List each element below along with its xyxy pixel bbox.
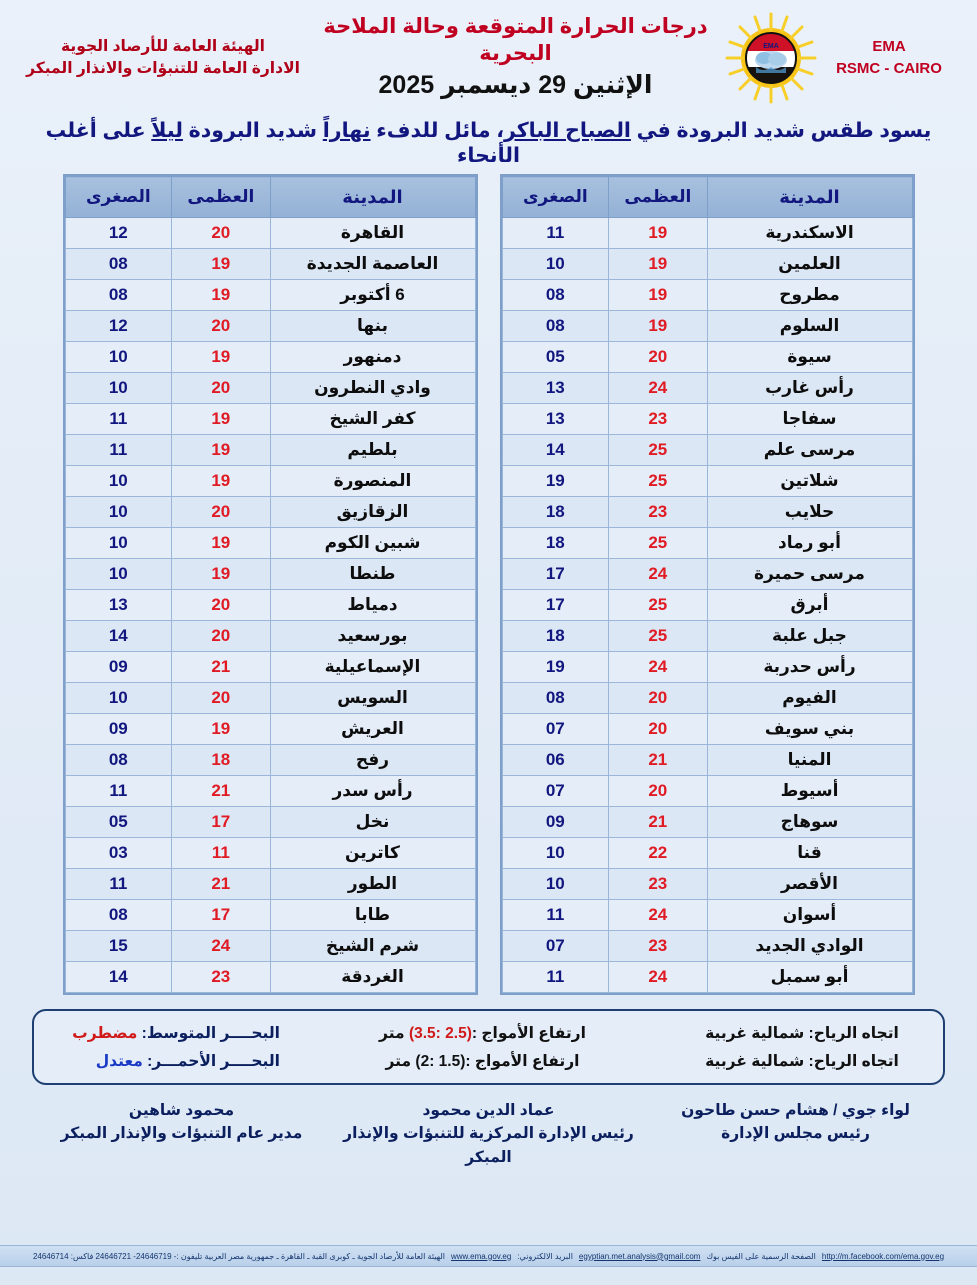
table-row bbox=[502, 962, 912, 993]
mediterranean-sea-state bbox=[50, 1024, 288, 1043]
max-temperature: 19 bbox=[172, 249, 270, 280]
table-row bbox=[502, 652, 912, 683]
header-city: المدينة bbox=[270, 177, 475, 218]
city-name: بلطيم bbox=[270, 435, 475, 466]
table-row bbox=[65, 435, 475, 466]
max-temperature: 24 bbox=[609, 962, 707, 993]
temperature-tables bbox=[0, 174, 977, 995]
max-temperature: 21 bbox=[609, 807, 707, 838]
city-name: مرسى حميرة bbox=[707, 559, 912, 590]
footer-facebook-link[interactable]: http://m.facebook.com/ema.gov.eg bbox=[821, 1251, 945, 1261]
min-temperature: 08 bbox=[65, 249, 172, 280]
min-temperature: 11 bbox=[502, 900, 609, 931]
sea-state-value: مضطرب bbox=[72, 1024, 138, 1042]
max-temperature: 20 bbox=[172, 497, 270, 528]
table-row bbox=[65, 466, 475, 497]
page-title bbox=[312, 13, 719, 103]
max-temperature: 20 bbox=[172, 621, 270, 652]
min-temperature: 11 bbox=[65, 435, 172, 466]
min-temperature: 08 bbox=[65, 900, 172, 931]
city-name: أبو رماد bbox=[707, 528, 912, 559]
max-temperature: 18 bbox=[172, 745, 270, 776]
summary-part-3: شديد البرودة bbox=[182, 119, 323, 142]
max-temperature: 25 bbox=[609, 466, 707, 497]
wind-direction-value: شمالية غربية bbox=[705, 1024, 805, 1042]
ema-rsmc-label bbox=[819, 36, 959, 81]
city-name: العاصمة الجديدة bbox=[270, 249, 475, 280]
header-min: الصغرى bbox=[502, 177, 609, 218]
table-row bbox=[502, 714, 912, 745]
wind-label: اتجاه الرياح: bbox=[808, 1024, 899, 1042]
min-temperature: 13 bbox=[502, 373, 609, 404]
min-temperature: 08 bbox=[502, 683, 609, 714]
marine-conditions-box bbox=[32, 1009, 945, 1085]
min-temperature: 11 bbox=[502, 962, 609, 993]
city-name: السلوم bbox=[707, 311, 912, 342]
min-temperature: 03 bbox=[65, 838, 172, 869]
city-name: بني سويف bbox=[707, 714, 912, 745]
signature-entry bbox=[28, 1099, 335, 1169]
table-row bbox=[502, 311, 912, 342]
signature-entry bbox=[642, 1099, 949, 1169]
city-name: وادي النطرون bbox=[270, 373, 475, 404]
table-row bbox=[502, 900, 912, 931]
wind-direction-value: شمالية غربية bbox=[705, 1052, 805, 1070]
table-row bbox=[65, 931, 475, 962]
table-row bbox=[502, 838, 912, 869]
city-name: رأس غارب bbox=[707, 373, 912, 404]
organization-name bbox=[18, 36, 308, 81]
city-name: كفر الشيخ bbox=[270, 404, 475, 435]
max-temperature: 20 bbox=[172, 218, 270, 249]
max-temperature: 23 bbox=[609, 869, 707, 900]
city-name: دمياط bbox=[270, 590, 475, 621]
table-row bbox=[502, 466, 912, 497]
city-name: جبل علبة bbox=[707, 621, 912, 652]
red-sea-wave-height bbox=[288, 1052, 677, 1071]
city-name: بورسعيد bbox=[270, 621, 475, 652]
signatory-role: رئيس مجلس الإدارة bbox=[721, 1125, 870, 1143]
min-temperature: 10 bbox=[65, 373, 172, 404]
min-temperature: 07 bbox=[502, 931, 609, 962]
table-row bbox=[65, 962, 475, 993]
city-name: رفح bbox=[270, 745, 475, 776]
wave-range: (2.5 :3.5) bbox=[408, 1024, 472, 1042]
header-max: العظمى bbox=[172, 177, 270, 218]
max-temperature: 20 bbox=[609, 342, 707, 373]
city-name: أبرق bbox=[707, 590, 912, 621]
table-row bbox=[502, 807, 912, 838]
min-temperature: 09 bbox=[65, 714, 172, 745]
city-name: قنا bbox=[707, 838, 912, 869]
table-row bbox=[502, 249, 912, 280]
wave-unit: متر bbox=[385, 1052, 412, 1070]
max-temperature: 24 bbox=[609, 373, 707, 404]
footer-email-link[interactable]: egyptian.met.analysis@gmail.com bbox=[578, 1251, 701, 1261]
table-row bbox=[502, 776, 912, 807]
city-name: العريش bbox=[270, 714, 475, 745]
min-temperature: 10 bbox=[65, 466, 172, 497]
min-temperature: 18 bbox=[502, 528, 609, 559]
max-temperature: 22 bbox=[609, 838, 707, 869]
min-temperature: 18 bbox=[502, 497, 609, 528]
table-row bbox=[65, 683, 475, 714]
marine-row bbox=[50, 1019, 927, 1047]
weather-summary bbox=[0, 110, 977, 174]
max-temperature: 20 bbox=[609, 776, 707, 807]
table-row bbox=[502, 931, 912, 962]
city-name: نخل bbox=[270, 807, 475, 838]
table-row bbox=[502, 404, 912, 435]
table-row bbox=[65, 590, 475, 621]
max-temperature: 11 bbox=[172, 838, 270, 869]
mediterranean-wave-height bbox=[288, 1024, 677, 1043]
footer-website-link[interactable]: www.ema.gov.eg bbox=[451, 1251, 512, 1261]
table-row bbox=[65, 280, 475, 311]
signatory-name: محمود شاهين bbox=[128, 1102, 235, 1119]
min-temperature: 10 bbox=[65, 528, 172, 559]
city-name: أبو سمبل bbox=[707, 962, 912, 993]
svg-text:EMA: EMA bbox=[763, 43, 779, 50]
table-row bbox=[65, 311, 475, 342]
max-temperature: 17 bbox=[172, 900, 270, 931]
summary-underline-3: ليلاً bbox=[151, 119, 183, 142]
city-name: دمنهور bbox=[270, 342, 475, 373]
min-temperature: 14 bbox=[65, 962, 172, 993]
table-row bbox=[502, 559, 912, 590]
min-temperature: 08 bbox=[502, 311, 609, 342]
max-temperature: 20 bbox=[172, 373, 270, 404]
title-main: درجات الحرارة المتوقعة وحالة الملاحة البحرية bbox=[323, 14, 708, 66]
table-row bbox=[65, 621, 475, 652]
header-city: المدينة bbox=[707, 177, 912, 218]
header-max: العظمى bbox=[609, 177, 707, 218]
city-name: العلمين bbox=[707, 249, 912, 280]
table-row bbox=[65, 342, 475, 373]
city-name: المنيا bbox=[707, 745, 912, 776]
min-temperature: 11 bbox=[65, 869, 172, 900]
min-temperature: 18 bbox=[502, 621, 609, 652]
city-name: شلاتين bbox=[707, 466, 912, 497]
ema-sun-cloud-logo bbox=[723, 10, 819, 106]
table-header-row bbox=[65, 177, 475, 218]
min-temperature: 05 bbox=[65, 807, 172, 838]
max-temperature: 19 bbox=[172, 714, 270, 745]
table-row bbox=[65, 745, 475, 776]
sea-state-value: معتدل bbox=[95, 1052, 143, 1070]
min-temperature: 10 bbox=[65, 342, 172, 373]
min-temperature: 12 bbox=[65, 218, 172, 249]
table-row bbox=[65, 714, 475, 745]
city-name: الفيوم bbox=[707, 683, 912, 714]
table-row bbox=[65, 528, 475, 559]
max-temperature: 19 bbox=[609, 311, 707, 342]
city-name: السويس bbox=[270, 683, 475, 714]
city-name: المنصورة bbox=[270, 466, 475, 497]
signatory-name: لواء جوي / هشام حسن طاحون bbox=[681, 1102, 910, 1119]
wave-label: ارتفاع الأمواج : bbox=[465, 1052, 580, 1070]
min-temperature: 08 bbox=[65, 745, 172, 776]
max-temperature: 24 bbox=[609, 900, 707, 931]
mediterranean-wind-direction bbox=[677, 1024, 927, 1043]
right-temperature-table bbox=[63, 174, 478, 995]
city-name: طنطا bbox=[270, 559, 475, 590]
table-row bbox=[65, 373, 475, 404]
summary-underline-2: نهاراً bbox=[322, 119, 371, 142]
city-name: الطور bbox=[270, 869, 475, 900]
signatory-role: رئيس الإدارة المركزية للتنبؤات والإنذار المبكر bbox=[343, 1125, 634, 1166]
footer-email-label: البريد الالكتروني: bbox=[517, 1251, 573, 1261]
min-temperature: 10 bbox=[502, 838, 609, 869]
max-temperature: 19 bbox=[172, 528, 270, 559]
sea-label: البحــــر المتوسط: bbox=[141, 1024, 280, 1042]
table-row bbox=[65, 838, 475, 869]
city-name: الوادي الجديد bbox=[707, 931, 912, 962]
max-temperature: 21 bbox=[172, 869, 270, 900]
min-temperature: 08 bbox=[502, 280, 609, 311]
city-name: سفاجا bbox=[707, 404, 912, 435]
min-temperature: 08 bbox=[65, 280, 172, 311]
city-name: أسوان bbox=[707, 900, 912, 931]
min-temperature: 11 bbox=[502, 218, 609, 249]
city-name: رأس سدر bbox=[270, 776, 475, 807]
org-line-2: الادارة العامة للتنبؤات والانذار المبكر bbox=[26, 60, 300, 77]
signature-entry bbox=[335, 1099, 642, 1169]
contact-footer-bar bbox=[0, 1245, 977, 1267]
min-temperature: 11 bbox=[65, 404, 172, 435]
max-temperature: 20 bbox=[609, 683, 707, 714]
max-temperature: 17 bbox=[172, 807, 270, 838]
table-header-row bbox=[502, 177, 912, 218]
max-temperature: 19 bbox=[172, 435, 270, 466]
signature-block bbox=[0, 1085, 977, 1169]
left-temperature-table bbox=[500, 174, 915, 995]
max-temperature: 19 bbox=[609, 249, 707, 280]
max-temperature: 24 bbox=[172, 931, 270, 962]
max-temperature: 20 bbox=[172, 311, 270, 342]
max-temperature: 19 bbox=[172, 342, 270, 373]
table-row bbox=[502, 528, 912, 559]
max-temperature: 21 bbox=[172, 652, 270, 683]
city-name: شبين الكوم bbox=[270, 528, 475, 559]
ema-abbr: EMA bbox=[872, 37, 906, 55]
city-name: مرسى علم bbox=[707, 435, 912, 466]
table-row bbox=[65, 807, 475, 838]
min-temperature: 12 bbox=[65, 311, 172, 342]
city-name: شرم الشيخ bbox=[270, 931, 475, 962]
summary-part-1: يسود طقس شديد البرودة في bbox=[630, 119, 932, 142]
wave-range: (1.5 :2) bbox=[415, 1052, 466, 1070]
city-name: بنها bbox=[270, 311, 475, 342]
page-header bbox=[0, 0, 977, 110]
min-temperature: 07 bbox=[502, 714, 609, 745]
min-temperature: 10 bbox=[502, 249, 609, 280]
city-name: 6 أكتوبر bbox=[270, 280, 475, 311]
table-row bbox=[502, 280, 912, 311]
min-temperature: 06 bbox=[502, 745, 609, 776]
city-name: رأس حدربة bbox=[707, 652, 912, 683]
max-temperature: 19 bbox=[172, 404, 270, 435]
max-temperature: 23 bbox=[609, 404, 707, 435]
city-name: مطروح bbox=[707, 280, 912, 311]
city-name: الإسماعيلية bbox=[270, 652, 475, 683]
wave-label: ارتفاع الأمواج : bbox=[471, 1024, 586, 1042]
org-line-1: الهيئة العامة للأرصاد الجوية bbox=[61, 37, 265, 55]
table-row bbox=[502, 497, 912, 528]
min-temperature: 19 bbox=[502, 466, 609, 497]
footer-address: الهيئة العامة للأرصاد الجوية ـ كوبرى القبة ـ القاهرة ـ جمهورية مصر العربية تليفون :- 24646719- 24646721 فاكس: 24646714 bbox=[32, 1251, 445, 1261]
table-row bbox=[65, 559, 475, 590]
footer-facebook-label: الصفحة الرسمية على الفيس بوك bbox=[706, 1251, 816, 1261]
max-temperature: 25 bbox=[609, 621, 707, 652]
max-temperature: 23 bbox=[609, 497, 707, 528]
min-temperature: 07 bbox=[502, 776, 609, 807]
min-temperature: 17 bbox=[502, 559, 609, 590]
table-row bbox=[65, 218, 475, 249]
table-row bbox=[65, 869, 475, 900]
max-temperature: 25 bbox=[609, 435, 707, 466]
table-row bbox=[502, 342, 912, 373]
max-temperature: 20 bbox=[172, 590, 270, 621]
city-name: حلايب bbox=[707, 497, 912, 528]
table-row bbox=[502, 683, 912, 714]
city-name: الزقازيق bbox=[270, 497, 475, 528]
max-temperature: 23 bbox=[172, 962, 270, 993]
max-temperature: 20 bbox=[609, 714, 707, 745]
rsmc-cairo: RSMC - CAIRO bbox=[836, 60, 942, 77]
max-temperature: 19 bbox=[172, 280, 270, 311]
max-temperature: 19 bbox=[609, 218, 707, 249]
max-temperature: 23 bbox=[609, 931, 707, 962]
signatory-role: مدير عام التنبؤات والإنذار المبكر bbox=[60, 1125, 303, 1143]
min-temperature: 10 bbox=[65, 683, 172, 714]
city-name: سوهاج bbox=[707, 807, 912, 838]
min-temperature: 09 bbox=[65, 652, 172, 683]
min-temperature: 10 bbox=[65, 497, 172, 528]
max-temperature: 25 bbox=[609, 590, 707, 621]
min-temperature: 11 bbox=[65, 776, 172, 807]
max-temperature: 19 bbox=[172, 559, 270, 590]
min-temperature: 14 bbox=[502, 435, 609, 466]
max-temperature: 24 bbox=[609, 559, 707, 590]
table-row bbox=[65, 776, 475, 807]
table-row bbox=[502, 869, 912, 900]
red-sea-state bbox=[50, 1052, 288, 1071]
city-name: الأقصر bbox=[707, 869, 912, 900]
city-name: كاترين bbox=[270, 838, 475, 869]
signatory-name: عماد الدين محمود bbox=[422, 1102, 555, 1119]
min-temperature: 15 bbox=[65, 931, 172, 962]
city-name: القاهرة bbox=[270, 218, 475, 249]
max-temperature: 20 bbox=[172, 683, 270, 714]
city-name: سيوة bbox=[707, 342, 912, 373]
wind-label: اتجاه الرياح: bbox=[808, 1052, 899, 1070]
min-temperature: 05 bbox=[502, 342, 609, 373]
max-temperature: 21 bbox=[609, 745, 707, 776]
red-sea-wind-direction bbox=[677, 1052, 927, 1071]
city-name: طابا bbox=[270, 900, 475, 931]
table-row bbox=[502, 590, 912, 621]
table-row bbox=[502, 218, 912, 249]
min-temperature: 19 bbox=[502, 652, 609, 683]
table-row bbox=[65, 900, 475, 931]
max-temperature: 19 bbox=[609, 280, 707, 311]
max-temperature: 21 bbox=[172, 776, 270, 807]
city-name: أسيوط bbox=[707, 776, 912, 807]
table-row bbox=[502, 621, 912, 652]
min-temperature: 09 bbox=[502, 807, 609, 838]
table-row bbox=[502, 745, 912, 776]
min-temperature: 10 bbox=[502, 869, 609, 900]
summary-part-2: ، مائل للدفء bbox=[370, 119, 504, 142]
max-temperature: 19 bbox=[172, 466, 270, 497]
table-row bbox=[65, 652, 475, 683]
marine-row bbox=[50, 1047, 927, 1075]
city-name: الاسكندرية bbox=[707, 218, 912, 249]
min-temperature: 13 bbox=[65, 590, 172, 621]
city-name: الغردقة bbox=[270, 962, 475, 993]
max-temperature: 25 bbox=[609, 528, 707, 559]
wave-unit: متر bbox=[379, 1024, 405, 1042]
table-row bbox=[65, 497, 475, 528]
min-temperature: 17 bbox=[502, 590, 609, 621]
min-temperature: 13 bbox=[502, 404, 609, 435]
header-min: الصغرى bbox=[65, 177, 172, 218]
title-date: الإثنين 29 ديسمبر 2025 bbox=[378, 71, 653, 100]
summary-underline-1: الصباح الباكر bbox=[504, 119, 631, 142]
min-temperature: 14 bbox=[65, 621, 172, 652]
table-row bbox=[65, 404, 475, 435]
max-temperature: 24 bbox=[609, 652, 707, 683]
min-temperature: 10 bbox=[65, 559, 172, 590]
summary-part-4: على أغلب الأنحاء bbox=[45, 119, 521, 167]
sea-label: البحــــر الأحمـــر: bbox=[147, 1052, 280, 1070]
table-row bbox=[502, 373, 912, 404]
table-row bbox=[65, 249, 475, 280]
table-row bbox=[502, 435, 912, 466]
